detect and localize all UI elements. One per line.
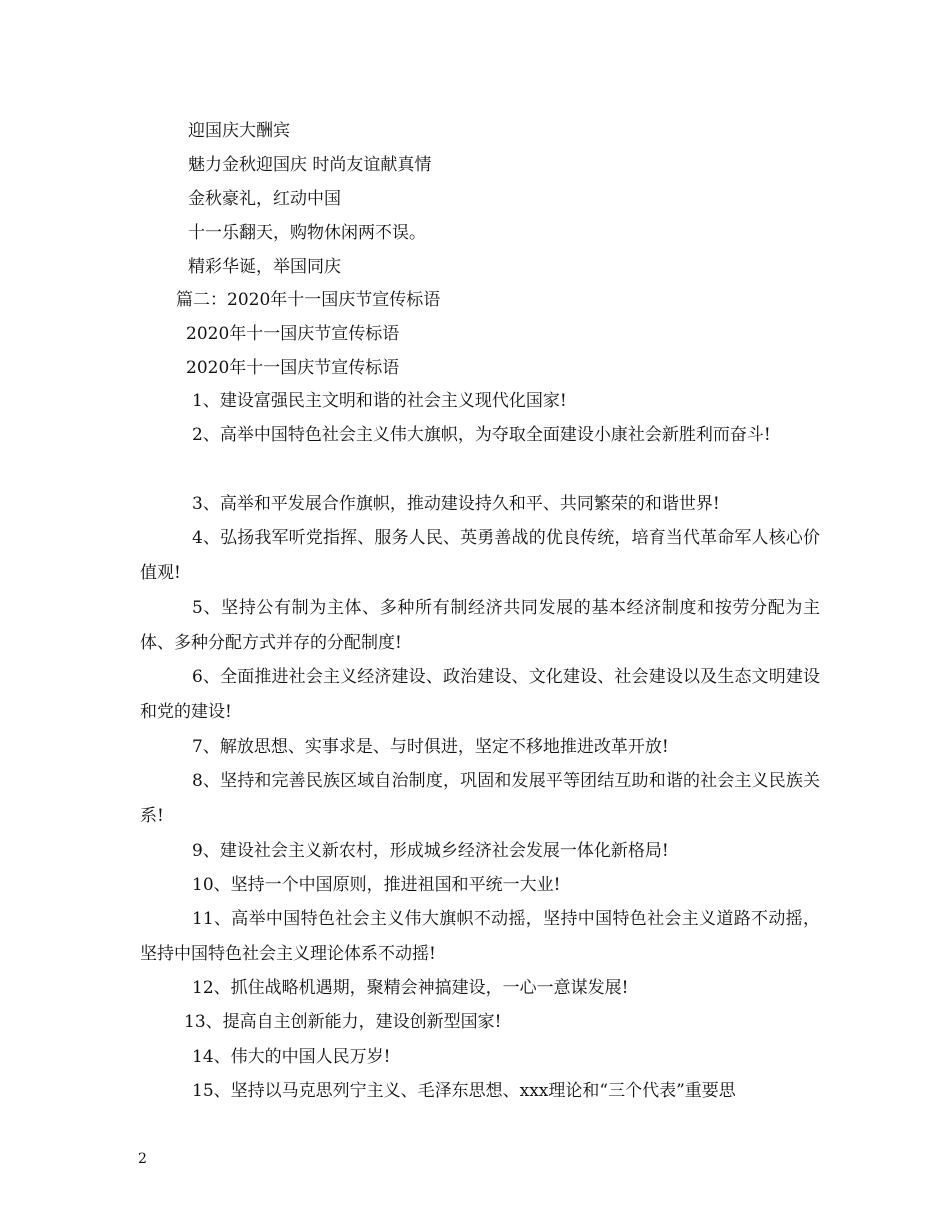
slogan-item: 11、高举中国特色社会主义伟大旗帜不动摇，坚持中国特色社会主义道路不动摇，坚持中国特色社会主义理论体系不动摇!: [140, 909, 820, 964]
slogan-item: 2、高举中国特色社会主义伟大旗帜，为夺取全面建设小康社会新胜利而奋斗!: [192, 425, 771, 445]
slogan-item: 7、解放思想、实事求是、与时俱进，坚定不移地推进改革开放!: [192, 737, 669, 757]
slogan-item: 10、坚持一个中国原则，推进祖国和平统一大业!: [192, 875, 561, 895]
slogan-item: 12、抓住战略机遇期，聚精会神搞建设，一心一意谋发展!: [192, 978, 629, 998]
slogan-item: 8、坚持和完善民族区域自治制度，巩固和发展平等团结互助和谐的社会主义民族关系!: [140, 771, 820, 826]
section-title: 2020年十一国庆节宣传标语: [186, 358, 400, 378]
slogan-item: 15、坚持以马克思列宁主义、毛泽东思想、xxx理论和“三个代表”重要思: [192, 1081, 736, 1101]
slogan-item: 4、弘扬我军听党指挥、服务人民、英勇善战的优良传统，培育当代革命军人核心价值观!: [140, 528, 820, 583]
slogan-item: 14、伟大的中国人民万岁!: [192, 1047, 391, 1067]
slogan-item: 13、提高自主创新能力，建设创新型国家!: [184, 1012, 502, 1032]
opening-slogan: 魅力金秋迎国庆 时尚友谊献真情: [188, 155, 432, 175]
slogan-item: 3、高举和平发展合作旗帜，推动建设持久和平、共同繁荣的和谐世界!: [192, 494, 720, 514]
slogan-item: 6、全面推进社会主义经济建设、政治建设、文化建设、社会建设以及生态文明建设和党的建设!: [140, 667, 820, 722]
opening-slogan: 金秋豪礼，红动中国: [188, 189, 341, 209]
section-title: 2020年十一国庆节宣传标语: [186, 324, 400, 344]
page-number: 2: [138, 1151, 147, 1167]
slogan-item: 5、坚持公有制为主体、多种所有制经济共同发展的基本经济制度和按劳分配为主体、多种分配方式并存的分配制度!: [140, 598, 820, 653]
opening-slogan: 十一乐翻天，购物休闲两不误。: [188, 223, 426, 243]
opening-slogan: 精彩华诞，举国同庆: [188, 257, 341, 277]
slogan-item: 1、建设富强民主文明和谐的社会主义现代化国家!: [192, 391, 567, 411]
slogan-item: 9、建设社会主义新农村，形成城乡经济社会发展一体化新格局!: [192, 841, 669, 861]
opening-slogan: 迎国庆大酬宾: [188, 121, 290, 141]
section-heading: 篇二：2020年十一国庆节宣传标语: [176, 290, 441, 310]
